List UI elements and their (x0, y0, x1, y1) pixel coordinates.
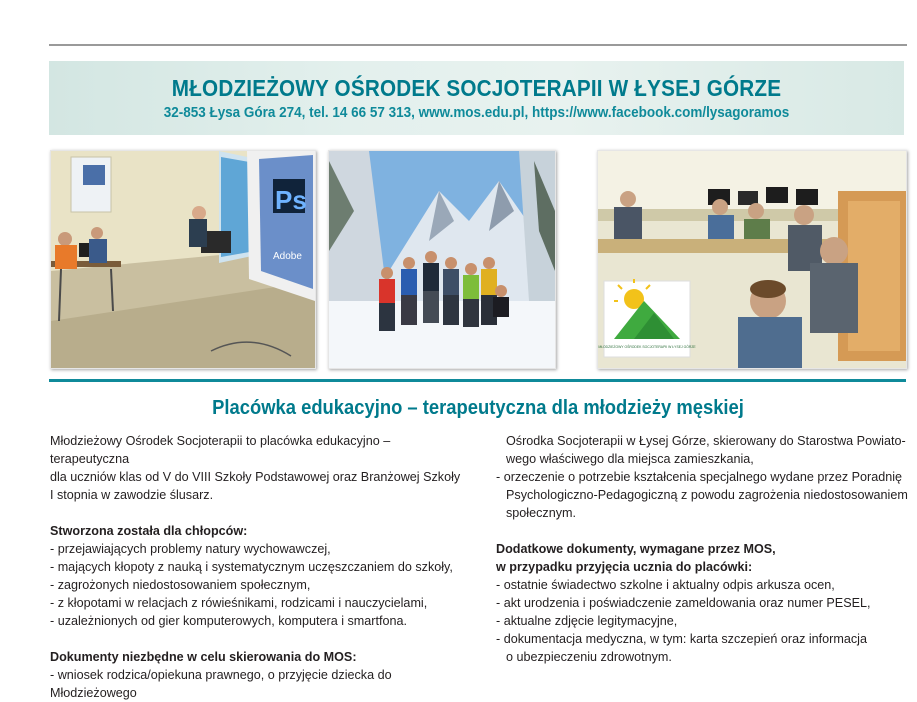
list-item-continuation: o ubezpieczeniu zdrowotnym. (506, 650, 672, 664)
list-item: - z kłopotami w relacjach z rówieśnikami, rodzicami i nauczycielami, (50, 596, 428, 610)
list-item: - aktualne zdjęcie legitymacyjne, (496, 614, 678, 628)
list-item: - zagrożonych niedostosowaniem społecznym, (50, 578, 311, 592)
section-title: Placówka edukacyjno – terapeutyczna dla młodzieży męskiej (212, 397, 744, 419)
list-item: - mających kłopoty z nauką i systematycznym uczęszczaniem do szkoły, (50, 560, 453, 574)
adobe-screen-text: Adobe (273, 251, 302, 262)
photo-classroom (50, 150, 316, 369)
additional-docs-heading-2: w przypadku przyjęcia ucznia do placówki: (496, 560, 753, 574)
list-item: - akt urodzenia i poświadczenie zameldowania oraz numer PESEL, (496, 596, 871, 610)
list-item: - dokumentacja medyczna, w tym: karta szczepień oraz informacja (496, 632, 867, 646)
additional-docs-heading: Dodatkowe dokumenty, wymagane przez MOS, (496, 542, 776, 556)
list-item-continuation: wego właściwego dla miejsca zamieszkania, (506, 452, 754, 466)
logo-caption: MŁODZIEŻOWY OŚRODEK SOCJOTERAPII W ŁYSEJ GÓRZE (598, 345, 696, 349)
header-banner (49, 61, 904, 135)
top-rule (49, 44, 907, 46)
intro-line: I stopnia w zawodzie ślusarz. (50, 488, 214, 502)
ps-logo-text: Ps (275, 185, 307, 215)
list-item: - ostatnie świadectwo szkolne i aktualny odpis arkusza ocen, (496, 578, 835, 592)
list-item: - orzeczenie o potrzebie kształcenia specjalnego wydane przez Poradnię (496, 470, 903, 484)
photo-computer-lab (597, 150, 907, 369)
contact-line: 32-853 Łysa Góra 274, tel. 14 66 57 313, www.mos.edu.pl, https://www.facebook.com/lysagoramos (163, 105, 790, 121)
section-rule (49, 379, 906, 382)
intro-line: Młodzieżowy Ośrodek Socjoterapii to placówka edukacyjno – terapeutyczna (50, 434, 391, 466)
list-item-continuation: Psychologiczno-Pedagogiczną z powodu zagrożenia niedostosowaniem (506, 488, 908, 502)
required-docs-heading: Dokumenty niezbędne w celu skierowania do MOS: (50, 650, 357, 664)
left-column (50, 432, 470, 702)
institution-title: MŁODZIEŻOWY OŚRODEK SOCJOTERAPII W ŁYSEJ GÓRZE (171, 75, 782, 101)
list-item: - przejawiających problemy natury wychowawczej, (50, 542, 331, 556)
list-item-continuation: Ośrodka Socjoterapii w Łysej Górze, skierowany do Starostwa Powiato- (506, 434, 906, 448)
created-for-heading: Stworzona została dla chłopców: (50, 524, 248, 538)
photo-mountains-group (328, 150, 556, 369)
list-item: - wniosek rodzica/opiekuna prawnego, o przyjęcie dziecka do Młodzieżowego (50, 668, 392, 700)
list-item-continuation: społecznym. (506, 506, 576, 520)
list-item: - uzależnionych od gier komputerowych, komputera i smartfona. (50, 614, 407, 628)
right-column (496, 432, 908, 666)
intro-line: dla uczniów klas od V do VIII Szkoły Podstawowej oraz Branżowej Szkoły (50, 470, 461, 484)
